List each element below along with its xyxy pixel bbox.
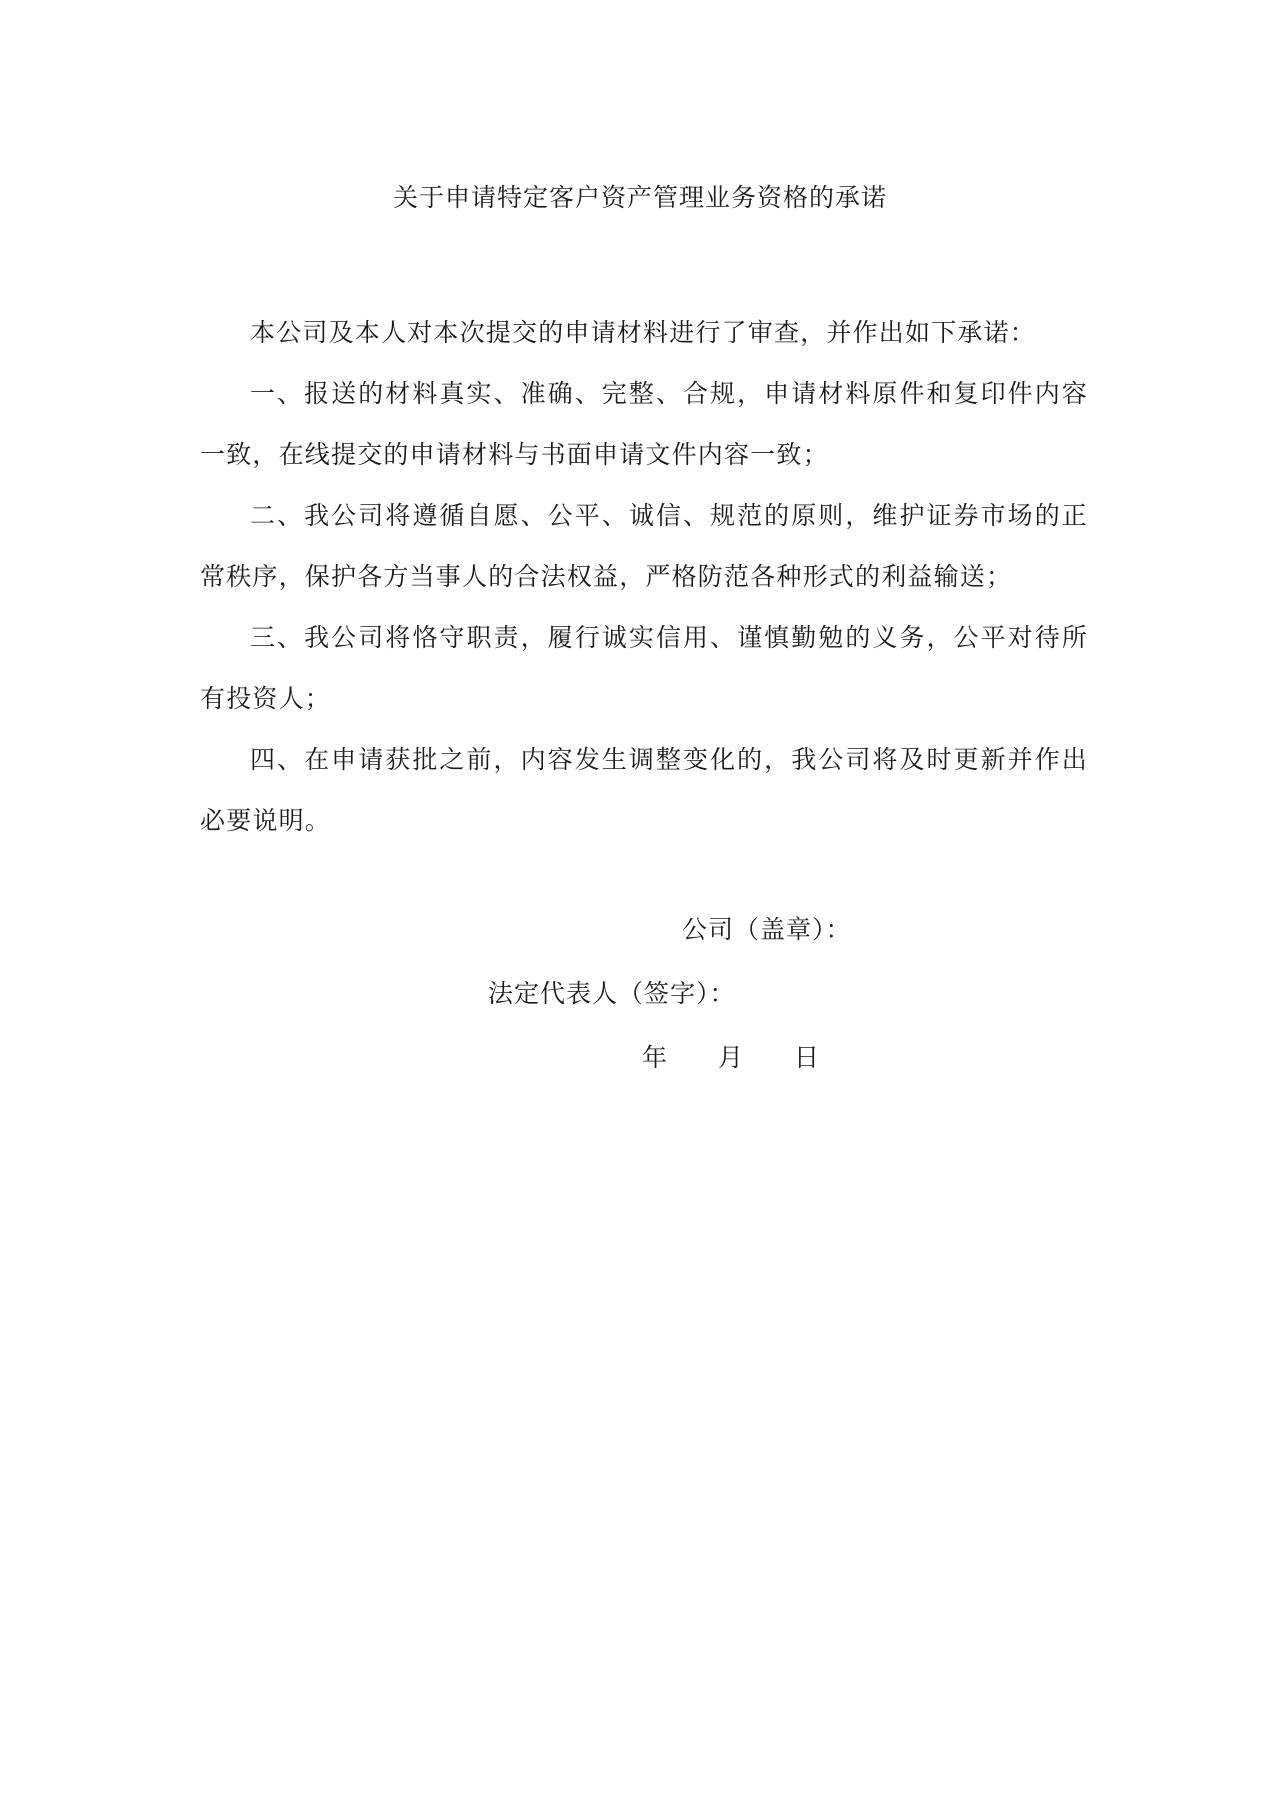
document-title: 关于申请特定客户资产管理业务资格的承诺 <box>392 183 887 212</box>
document-body <box>200 302 1088 851</box>
paragraph-commitment-2: 二、我公司将遵循自愿、公平、诚信、规范的原则，维护证券市场的正常秩序，保护各方当事人的合法权益，严格防范各种形式的利益输送； <box>200 501 1088 591</box>
day-label: 日 <box>794 1043 821 1072</box>
year-label: 年 <box>642 1043 669 1072</box>
paragraph-intro: 本公司及本人对本次提交的申请材料进行了审查，并作出如下承诺： <box>250 318 1037 347</box>
month-label: 月 <box>718 1043 745 1072</box>
paragraph-commitment-1: 一、报送的材料真实、准确、完整、合规，申请材料原件和复印件内容一致，在线提交的申请材料与书面申请文件内容一致； <box>200 379 1088 469</box>
date-line <box>642 1040 820 1076</box>
company-seal-label: 公司（盖章）： <box>682 915 852 944</box>
paragraph-commitment-3: 三、我公司将恪守职责，履行诚实信用、谨慎勤勉的义务，公平对待所有投资人； <box>200 623 1088 713</box>
legal-representative-signature-label: 法定代表人（签字）： <box>488 979 736 1008</box>
paragraph-commitment-4: 四、在申请获批之前，内容发生调整变化的，我公司将及时更新并作出必要说明。 <box>200 745 1088 835</box>
